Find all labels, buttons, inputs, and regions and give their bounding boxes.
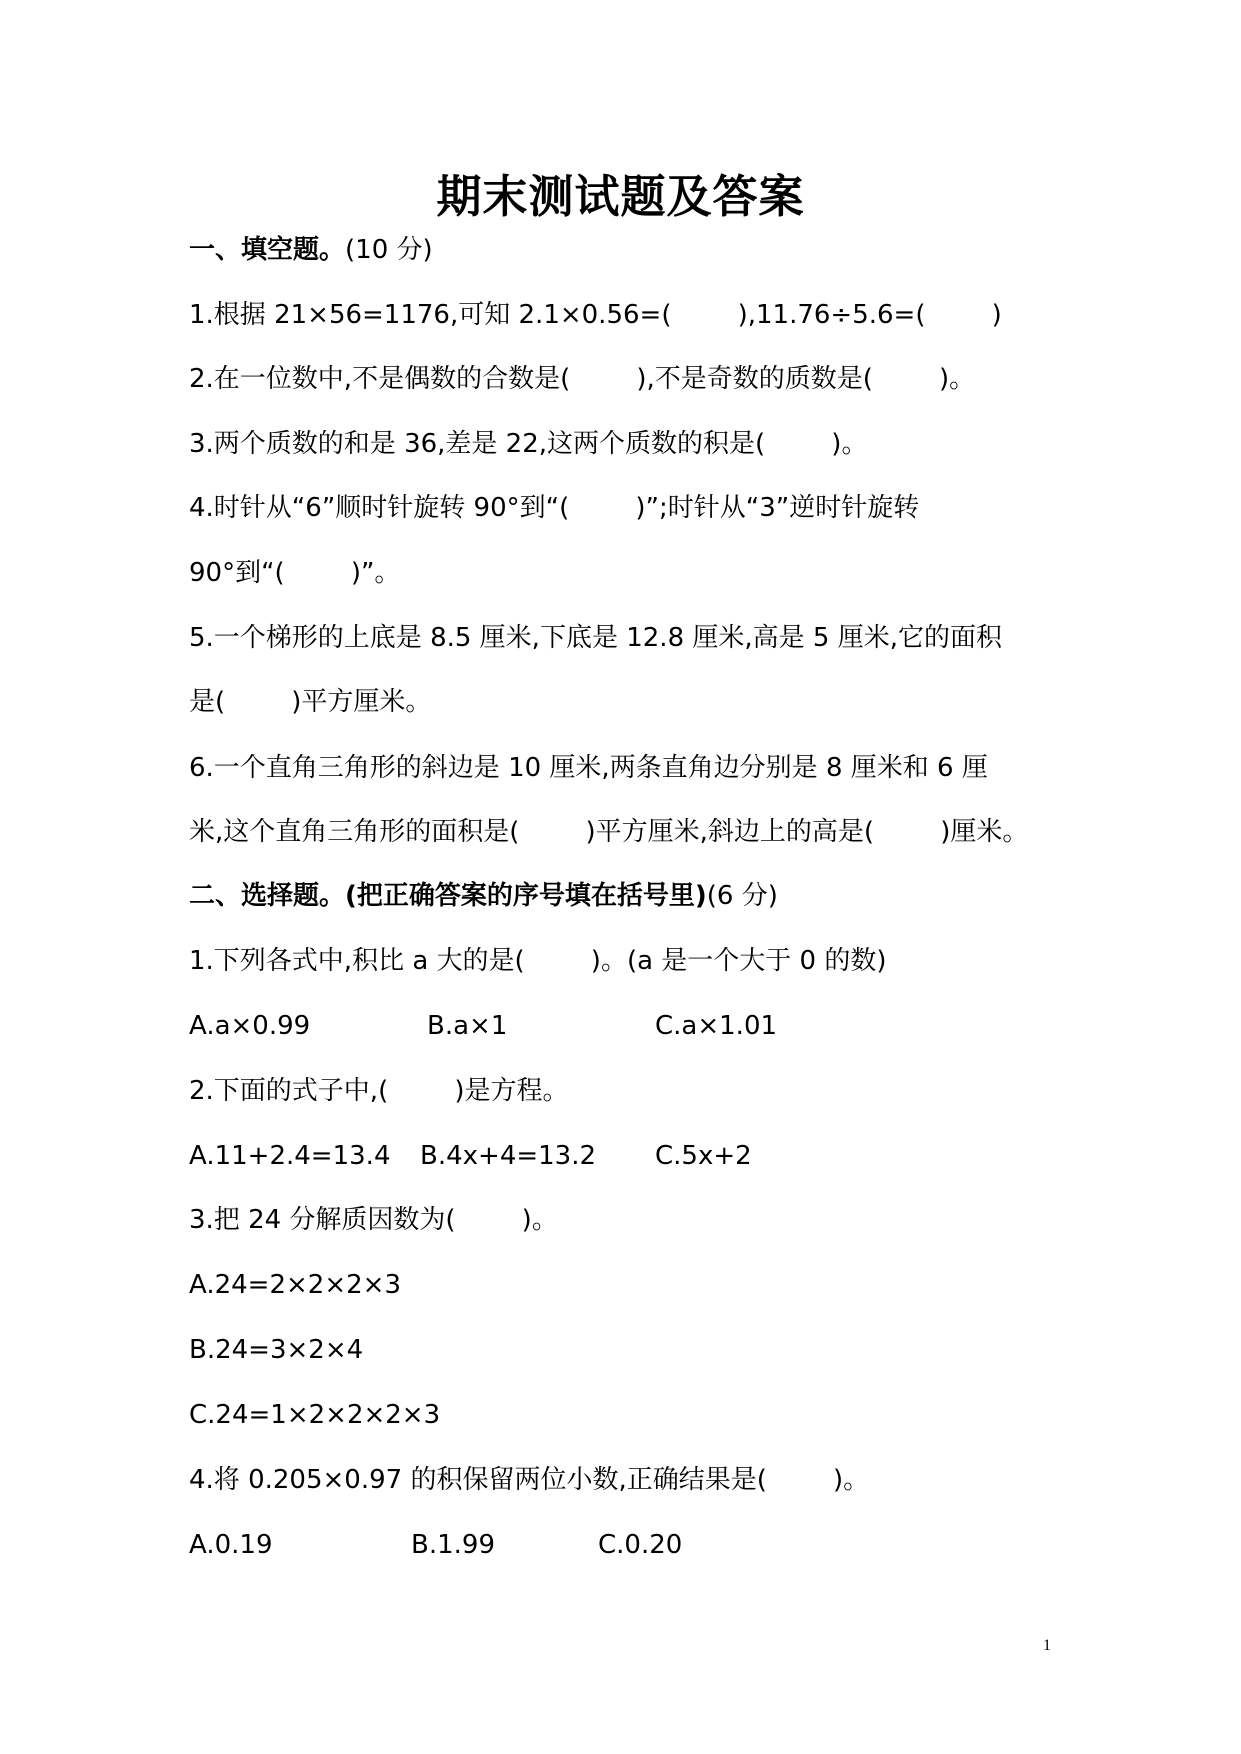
section1-heading-text: 一、填空题。 bbox=[189, 235, 346, 265]
choice-question-4-option-b: B.1.99 bbox=[411, 1530, 495, 1560]
choice-question-3-option-a: A.24=2×2×2×3 bbox=[189, 1270, 401, 1300]
choice-question-2-option-c: C.5x+2 bbox=[655, 1141, 752, 1171]
section1-score: (10 分) bbox=[345, 235, 433, 265]
choice-question-3: 3.把 24 分解质因数为( )。 bbox=[189, 1205, 558, 1235]
choice-question-4-option-a: A.0.19 bbox=[189, 1530, 273, 1560]
choice-question-3-option-c: C.24=1×2×2×2×3 bbox=[189, 1400, 441, 1430]
choice-question-1-option-c: C.a×1.01 bbox=[655, 1011, 778, 1041]
page-number: 1 bbox=[1043, 1637, 1051, 1654]
fill-question-1: 1.根据 21×56=1176,可知 2.1×0.56=( ),11.76÷5.6=( ) bbox=[189, 300, 1002, 330]
choice-question-4-option-c: C.0.20 bbox=[598, 1530, 683, 1560]
fill-question-2: 2.在一位数中,不是偶数的合数是( ),不是奇数的质数是( )。 bbox=[189, 364, 976, 394]
section2-heading-text: 二、选择题。(把正确答案的序号填在括号里) bbox=[189, 881, 707, 911]
fill-question-6-line2: 米,这个直角三角形的面积是( )平方厘米,斜边上的高是( )厘米。 bbox=[189, 817, 1029, 847]
section2-heading bbox=[189, 878, 778, 914]
choice-question-1-option-b: B.a×1 bbox=[427, 1011, 508, 1041]
choice-question-4: 4.将 0.205×0.97 的积保留两位小数,正确结果是( )。 bbox=[189, 1465, 870, 1495]
fill-question-4-line1: 4.时针从“6”顺时针旋转 90°到“( )”;时针从“3”逆时针旋转 bbox=[189, 493, 920, 523]
section2-score: (6 分) bbox=[706, 881, 778, 911]
choice-question-3-option-b: B.24=3×2×4 bbox=[189, 1335, 364, 1365]
choice-question-1-option-a: A.a×0.99 bbox=[189, 1011, 311, 1041]
fill-question-5-line2: 是( )平方厘米。 bbox=[189, 687, 432, 717]
choice-question-2-option-a: A.11+2.4=13.4 bbox=[189, 1141, 391, 1171]
fill-question-6-line1: 6.一个直角三角形的斜边是 10 厘米,两条直角边分别是 8 厘米和 6 厘 bbox=[189, 753, 988, 783]
choice-question-2: 2.下面的式子中,( )是方程。 bbox=[189, 1076, 569, 1106]
choice-question-1: 1.下列各式中,积比 a 大的是( )。(a 是一个大于 0 的数) bbox=[189, 946, 887, 976]
fill-question-3: 3.两个质数的和是 36,差是 22,这两个质数的积是( )。 bbox=[189, 429, 868, 459]
page-title: 期末测试题及答案 bbox=[436, 170, 805, 223]
fill-question-5-line1: 5.一个梯形的上底是 8.5 厘米,下底是 12.8 厘米,高是 5 厘米,它的面积 bbox=[189, 623, 1002, 653]
section1-heading bbox=[189, 232, 433, 268]
fill-question-4-line2: 90°到“( )”。 bbox=[189, 558, 401, 588]
choice-question-2-option-b: B.4x+4=13.2 bbox=[420, 1141, 597, 1171]
